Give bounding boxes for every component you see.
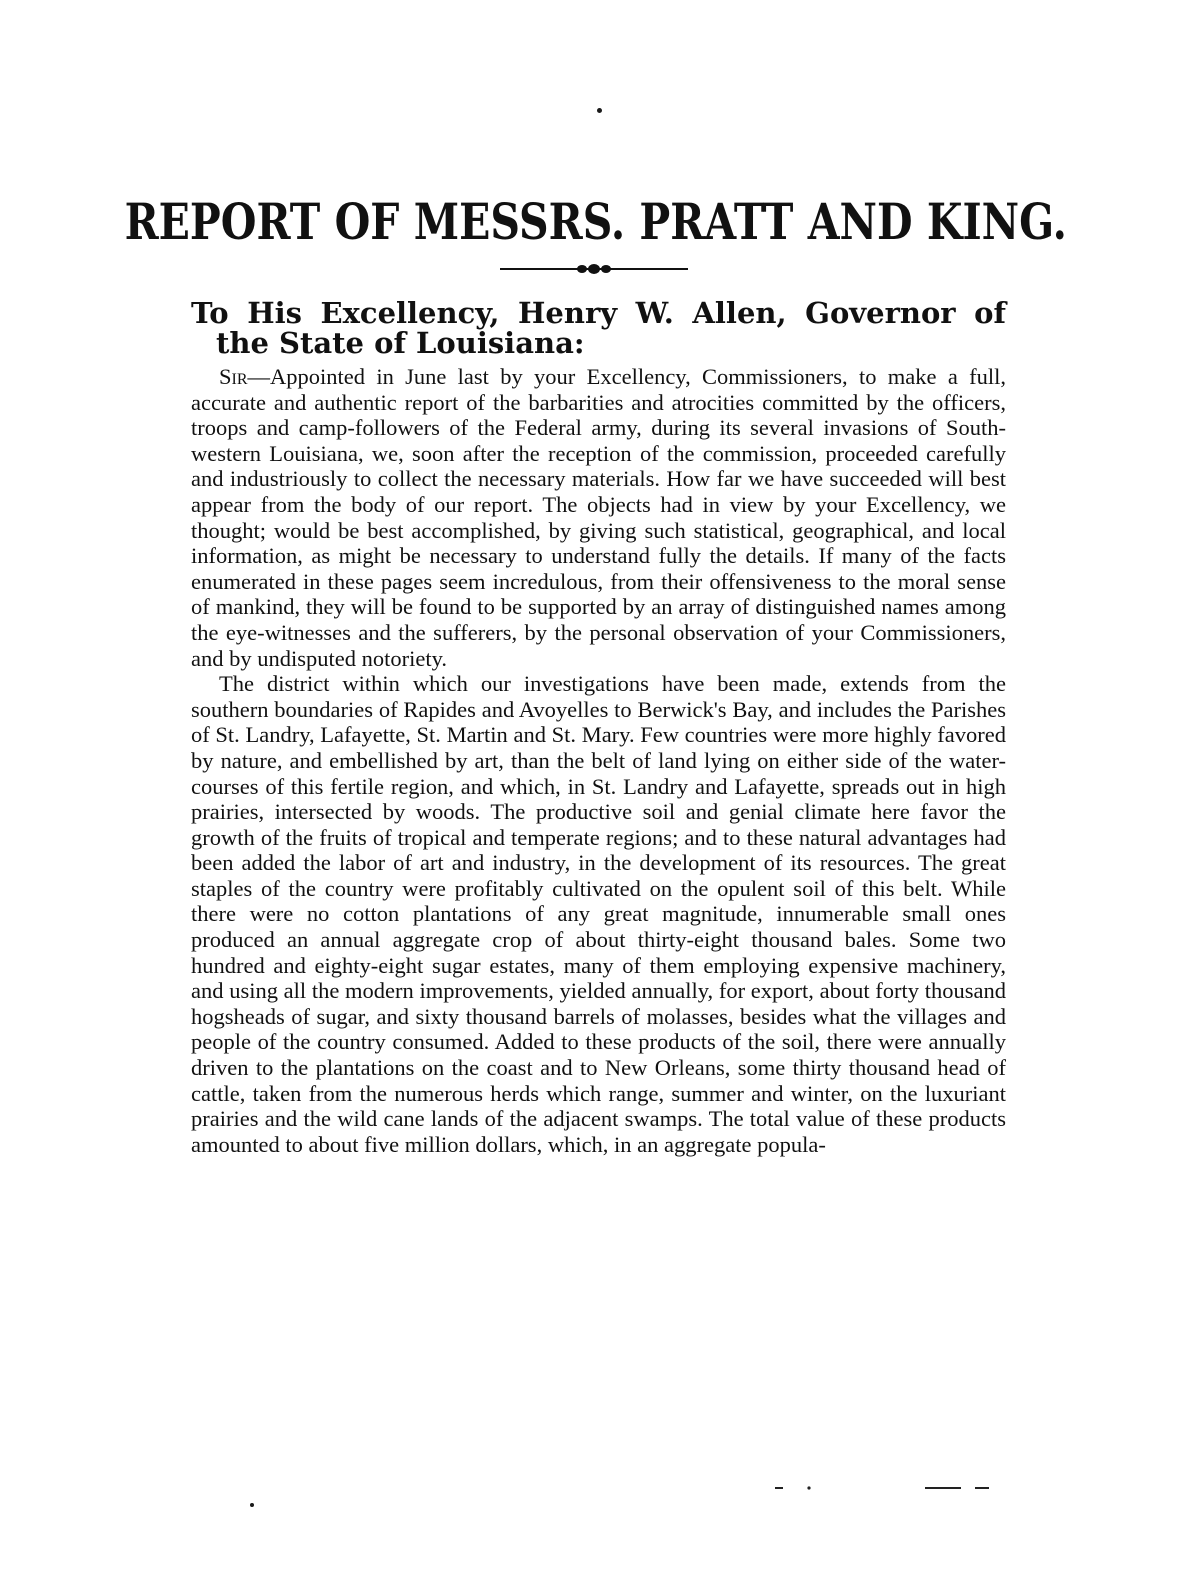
paragraph-1-lead: Sir [219, 364, 248, 389]
paragraph-1 [191, 364, 1006, 671]
footer-marks [775, 1482, 1015, 1494]
top-speck [597, 108, 602, 113]
paragraph-1-text: —Appointed in June last by your Excellency, Commissioners, to make a full, accurate and authentic report of the barbarities and atrocities committed by the officers, troops and camp-followers of the Federal army, during its several invasions of South-western Louisiana, we, soon after the reception of the commission, proceeded carefully and industriously to collect the necessary materials. How far we have succeeded will best appear from the body of our report. The objects had in view by your Excellency, we thought; would be best accomplished, by giving such statistical, geographical, and local information, as might be necessary to understand fully the details. If many of the facts enumerated in these pages seem incredulous, from their offensiveness to the moral sense of mankind, they will be found to be supported by an array of distinguished names among the eye-witnesses and the sufferers, by the personal observation of your Commissioners, and by undisputed notoriety. [191, 364, 1006, 671]
page-title: REPORT OF MESSRS. PRATT AND KING. [124, 192, 1067, 251]
report-body [191, 298, 1006, 1157]
bottom-speck [250, 1503, 254, 1507]
title-ornament-rule [500, 262, 688, 276]
paragraph-2: The district within which our investigations have been made, extends from the southern boundaries of Rapides and Avoyelles to Berwick's Bay, and includes the Parishes of St. Landry, Lafayette, St. Martin and St. Mary. Few countries were more highly favored by nature, and embellished by art, than the belt of land lying on either side of the water-courses of this fertile region, and which, in St. Landry and Lafayette, spreads out in high prairies, intersected by woods. The productive soil and genial climate here favor the growth of the fruits of tropical and temperate regions; and to these natural advantages had been added the labor of art and industry, in the development of its resources. The great staples of the country were profitably cultivated on the opulent soil of this belt. While there were no cotton plantations of any great magnitude, innumerable small ones produced an annual aggregate crop of about thirty-eight thousand bales. Some two hundred and eighty-eight sugar estates, many of them employing expensive machinery, and using all the modern improvements, yielded annually, for export, about forty thousand hogsheads of sugar, and sixty thousand barrels of molasses, besides what the villages and people of the country consumed. Added to these products of the soil, there were annually driven to the plantations on the coast and to New Orleans, some thirty thousand head of cattle, taken from the numerous herds which range, summer and winter, on the luxuriant prairies and the wild cane lands of the adjacent swamps. The total value of these products amounted to about five million dollars, which, in an aggregate popula- [191, 671, 1006, 1157]
salutation: To His Excellency, Henry W. Allen, Governor of the State of Louisiana: [191, 296, 1006, 360]
